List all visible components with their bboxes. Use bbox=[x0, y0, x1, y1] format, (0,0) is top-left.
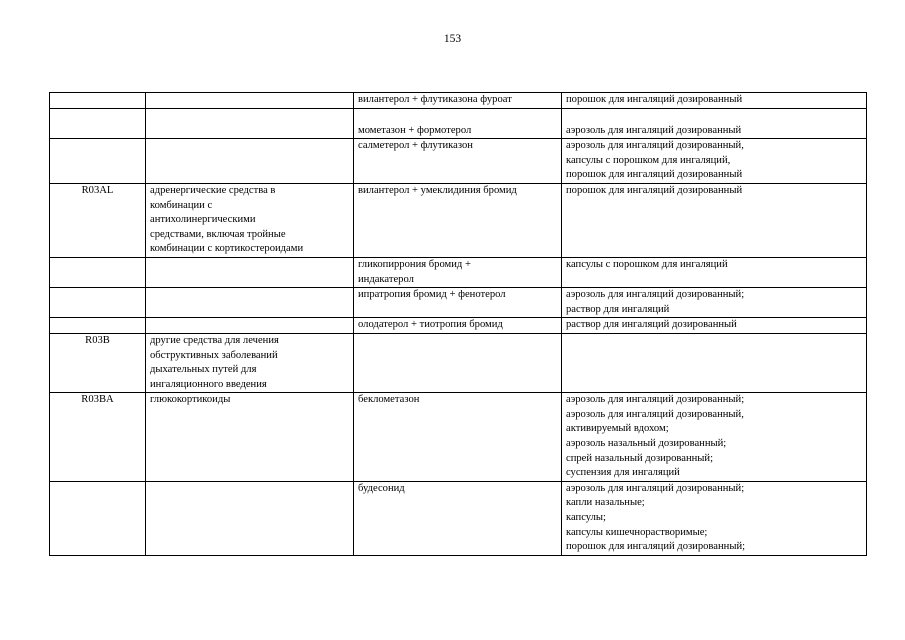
drug-name-line: гликопиррония бромид + bbox=[358, 258, 471, 270]
atc-code: R03AL bbox=[81, 184, 114, 196]
drug-name-line: индакатерол bbox=[358, 273, 414, 285]
dosage-form-cell bbox=[562, 481, 867, 555]
anatomical-therapeutic-group-cell bbox=[146, 318, 354, 334]
dosage-form-line: порошок для ингаляций дозированный bbox=[566, 169, 743, 181]
drug-name-line: олодатерол + тиотропия бромид bbox=[358, 319, 503, 331]
drug-classification-table bbox=[49, 92, 867, 556]
group-name-line: комбинации с bbox=[150, 199, 213, 211]
table-row bbox=[50, 257, 867, 287]
dosage-form-cell bbox=[562, 288, 867, 318]
dosage-form-cell bbox=[562, 108, 867, 139]
anatomical-therapeutic-group-cell bbox=[146, 333, 354, 392]
anatomical-therapeutic-group-cell bbox=[146, 481, 354, 555]
atc-code-cell bbox=[50, 393, 146, 482]
group-name-line: адренергические средства в bbox=[150, 184, 276, 196]
drug-name-cell bbox=[354, 288, 562, 318]
table-row bbox=[50, 108, 867, 139]
dosage-form-line: порошок для ингаляций дозированный bbox=[566, 94, 743, 105]
anatomical-therapeutic-group-cell bbox=[146, 93, 354, 109]
dosage-form-line: раствор для ингаляций дозированный bbox=[566, 319, 737, 331]
drug-name-line: вилантерол + умеклидиния бромид bbox=[358, 184, 517, 196]
atc-code-cell bbox=[50, 183, 146, 257]
dosage-form-line: аэрозоль для ингаляций дозированный bbox=[566, 124, 742, 136]
dosage-form-line: суспензия для ингаляций bbox=[566, 467, 680, 479]
table-row bbox=[50, 93, 867, 109]
dosage-form-cell bbox=[562, 318, 867, 334]
row-spacer bbox=[566, 109, 862, 124]
dosage-form-line: спрей назальный дозированный; bbox=[566, 452, 714, 464]
dosage-form-cell bbox=[562, 93, 867, 109]
anatomical-therapeutic-group-cell bbox=[146, 257, 354, 287]
dosage-form-line: аэрозоль назальный дозированный; bbox=[566, 438, 727, 450]
drug-name-cell bbox=[354, 393, 562, 482]
atc-code-cell bbox=[50, 318, 146, 334]
dosage-form-cell bbox=[562, 183, 867, 257]
drug-name-cell bbox=[354, 333, 562, 392]
row-spacer bbox=[358, 109, 557, 124]
dosage-form-cell bbox=[562, 257, 867, 287]
group-name-line: ингаляционного введения bbox=[150, 378, 267, 390]
dosage-form-line: аэрозоль для ингаляций дозированный; bbox=[566, 394, 745, 406]
drug-name-line: мометазон + формотерол bbox=[358, 124, 472, 136]
dosage-form-line: порошок для ингаляций дозированный bbox=[566, 184, 743, 196]
anatomical-therapeutic-group-cell bbox=[146, 393, 354, 482]
drug-name-line: будесонид bbox=[358, 482, 405, 494]
atc-code-cell bbox=[50, 288, 146, 318]
drug-name-cell bbox=[354, 318, 562, 334]
dosage-form-cell bbox=[562, 139, 867, 184]
dosage-form-line: аэрозоль для ингаляций дозированный, bbox=[566, 408, 744, 420]
dosage-form-line: капсулы с порошком для ингаляций bbox=[566, 258, 728, 270]
table-row bbox=[50, 333, 867, 392]
anatomical-therapeutic-group-cell bbox=[146, 108, 354, 139]
table-row bbox=[50, 288, 867, 318]
atc-code: R03B bbox=[85, 334, 110, 346]
table-row bbox=[50, 139, 867, 184]
dosage-form-line: активируемый вдохом; bbox=[566, 423, 669, 435]
drug-name-cell bbox=[354, 93, 562, 109]
page-number: 153 bbox=[443, 33, 462, 45]
drug-name-line: салметерол + флутиказон bbox=[358, 140, 473, 152]
drug-name-line: ипратропия бромид + фенотерол bbox=[358, 289, 506, 301]
atc-code-cell bbox=[50, 333, 146, 392]
dosage-form-line: аэрозоль для ингаляций дозированный; bbox=[566, 289, 745, 301]
dosage-form-cell bbox=[562, 333, 867, 392]
atc-code-cell bbox=[50, 481, 146, 555]
dosage-form-line: аэрозоль для ингаляций дозированный; bbox=[566, 482, 745, 494]
anatomical-therapeutic-group-cell bbox=[146, 288, 354, 318]
drug-name-line: беклометазон bbox=[358, 394, 420, 406]
table-row bbox=[50, 318, 867, 334]
atc-code-cell bbox=[50, 93, 146, 109]
dosage-form-cell bbox=[562, 393, 867, 482]
dosage-form-line: порошок для ингаляций дозированный; bbox=[566, 541, 746, 553]
drug-name-cell bbox=[354, 139, 562, 184]
atc-code-cell bbox=[50, 139, 146, 184]
table-row bbox=[50, 481, 867, 555]
anatomical-therapeutic-group-cell bbox=[146, 183, 354, 257]
atc-code-cell bbox=[50, 257, 146, 287]
dosage-form-line: капсулы; bbox=[566, 512, 606, 524]
dosage-form-line: капли назальные; bbox=[566, 497, 645, 509]
group-name-line: другие средства для лечения bbox=[150, 334, 279, 346]
table-row bbox=[50, 393, 867, 482]
drug-name-cell bbox=[354, 257, 562, 287]
atc-code-cell bbox=[50, 108, 146, 139]
anatomical-therapeutic-group-cell bbox=[146, 139, 354, 184]
group-name-line: дыхательных путей для bbox=[150, 364, 257, 376]
drug-name-line: вилантерол + флутиказона фуроат bbox=[358, 94, 512, 105]
drug-name-cell bbox=[354, 108, 562, 139]
dosage-form-line: капсулы с порошком для ингаляций, bbox=[566, 154, 731, 166]
table-row bbox=[50, 183, 867, 257]
group-name-line: комбинации с кортикостероидами bbox=[150, 243, 304, 255]
drug-name-cell bbox=[354, 183, 562, 257]
table-body bbox=[50, 93, 867, 556]
group-name-line: антихолинергическими bbox=[150, 214, 256, 226]
group-name-line: глюкокортикоиды bbox=[150, 394, 231, 406]
dosage-form-line: аэрозоль для ингаляций дозированный, bbox=[566, 140, 744, 152]
dosage-form-line: капсулы кишечнорастворимые; bbox=[566, 526, 708, 538]
atc-code: R03BA bbox=[81, 394, 114, 406]
drug-name-cell bbox=[354, 481, 562, 555]
dosage-form-line: раствор для ингаляций bbox=[566, 303, 670, 315]
group-name-line: обструктивных заболеваний bbox=[150, 349, 278, 361]
group-name-line: средствами, включая тройные bbox=[150, 228, 286, 240]
